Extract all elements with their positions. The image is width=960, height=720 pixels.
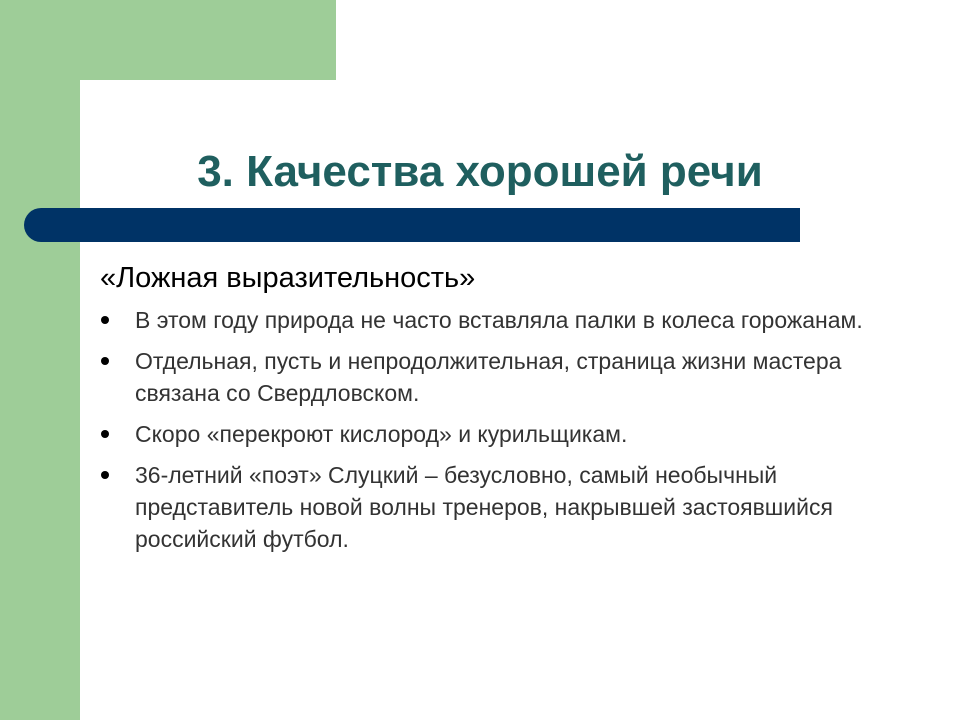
bullet-text: Отдельная, пусть и непродолжительная, страница жизни мастера связана со Свердловском.	[135, 348, 842, 406]
left-green-strip	[0, 0, 80, 720]
slide-content	[100, 258, 920, 564]
list-item	[100, 459, 920, 555]
bullet-dot-icon	[101, 357, 109, 365]
bullet-text: Скоро «перекроют кислород» и курильщикам.	[135, 421, 628, 447]
bullet-dot-icon	[101, 471, 109, 479]
list-item	[100, 304, 920, 336]
bullet-dot-icon	[101, 316, 109, 324]
list-item	[100, 418, 920, 450]
top-green-block	[0, 0, 336, 80]
slide-subtitle: «Ложная выразительность»	[100, 262, 476, 294]
list-item	[100, 345, 920, 409]
bullet-text: В этом году природа не часто вставляла палки в колеса горожанам.	[135, 307, 863, 333]
bullet-list	[100, 304, 920, 555]
bullet-dot-icon	[101, 430, 109, 438]
slide-title: 3. Качества хорошей речи	[197, 147, 763, 196]
bullet-text: 36-летний «поэт» Слуцкий – безусловно, самый необычный представитель новой волны тренеров, накрывшей застоявшийся российский футбол.	[135, 462, 833, 552]
title-underline-bar	[24, 208, 800, 242]
